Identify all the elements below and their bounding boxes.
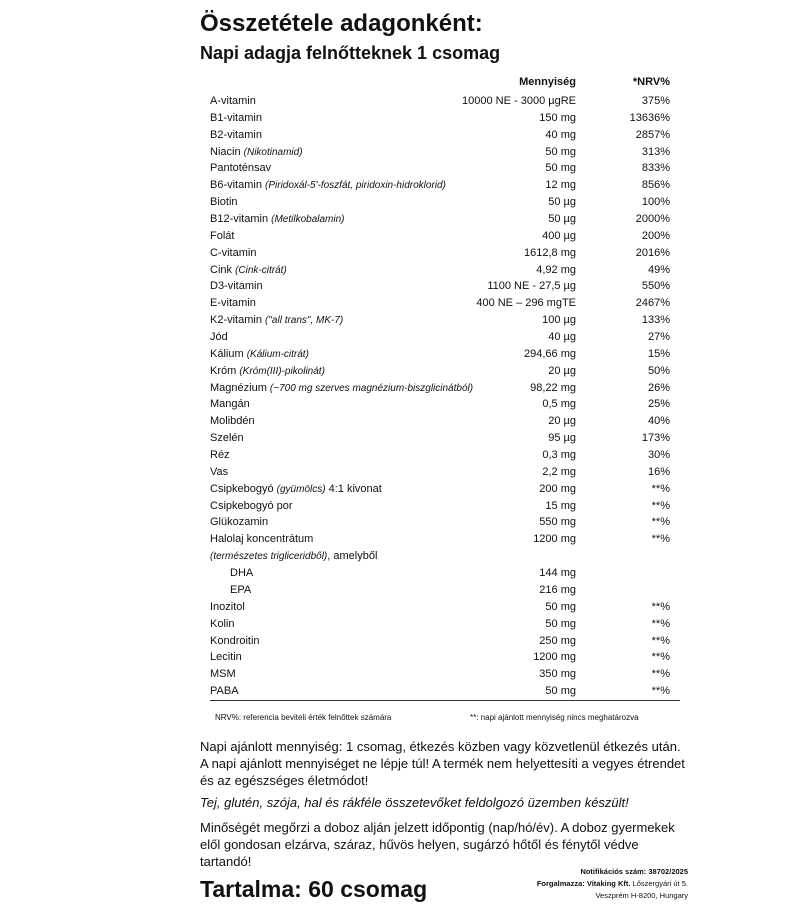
nutrient-name: B6-vitamin [210, 179, 262, 192]
amount-cell: 0,3 mg [542, 449, 576, 462]
amount-cell: 150 mg [539, 111, 576, 124]
nutrient-note: (Cink-citrát) [235, 264, 287, 276]
table-row [210, 430, 680, 447]
nutrition-table [210, 72, 680, 700]
nrv-cell: **% [651, 685, 670, 698]
amount-cell: 50 mg [545, 145, 576, 158]
nutrient-name-cell [210, 144, 303, 162]
nrv-cell: 25% [647, 398, 670, 411]
amount-cell: 98,22 mg [530, 381, 576, 394]
amount-cell: 20 µg [548, 364, 576, 377]
nutrient-name: Réz [210, 449, 230, 462]
nrv-cell: **% [651, 533, 670, 546]
table-row [210, 278, 680, 295]
amount-cell: 200 mg [539, 482, 576, 495]
amount-cell: 294,66 mg [524, 347, 576, 360]
table-row [210, 228, 680, 245]
nutrient-name: Inozitol [210, 600, 245, 613]
nrv-cell: 40% [647, 415, 670, 428]
nutrient-note: (Piridoxál-5'-foszfát, piridoxin-hidroklorid) [265, 180, 446, 192]
table-row [210, 144, 680, 161]
amount-cell: 50 µg [548, 196, 576, 209]
table-row [210, 548, 680, 565]
nutrient-name-cell [210, 211, 345, 229]
nrv-cell: **% [651, 482, 670, 495]
nutrient-name-cell [210, 295, 256, 312]
table-row [210, 565, 680, 582]
nutrient-note: (Metilkobalamin) [271, 214, 345, 226]
nutrient-note: (Króm(III)-pikolinát) [239, 365, 325, 377]
nrv-cell: 173% [641, 432, 670, 445]
nutrient-name: DHA [230, 567, 254, 580]
table-row [210, 498, 680, 515]
nutrient-name: Kálium [210, 347, 244, 360]
nutrient-name: Króm [210, 364, 237, 377]
nutrient-name-cell [210, 346, 309, 364]
nutrient-name-cell [210, 531, 313, 548]
nutrient-name: B12-vitamin [210, 213, 269, 226]
amount-cell: 2,2 mg [542, 465, 576, 478]
amount-cell: 1612,8 mg [524, 246, 576, 259]
table-row [210, 346, 680, 363]
amount-cell: 20 µg [548, 415, 576, 428]
dosage-paragraph: Napi ajánlott mennyiség: 1 csomag, étkezés közben vagy közvetlenül étkezés után. A napi ajánlott mennyiséget ne lépje túl! A termék nem helyettesíti a vegyes étrendet és az egészséges életmódot! [200, 739, 685, 788]
distributor-label: Forgalmazza: Vitaking Kft. [536, 879, 631, 888]
amount-cell: 10000 NE - 3000 µgRE [462, 95, 576, 107]
nutrient-name-cell [210, 582, 251, 599]
nutrient-name: Halolaj koncentrátum [210, 533, 314, 546]
nutrient-name: Kondroitin [210, 634, 260, 647]
nutrient-name-cell [210, 245, 256, 262]
nutrient-note: (természetes trigliceridből) [210, 551, 328, 563]
nrv-cell: 313% [641, 145, 670, 158]
nutrient-name-cell [210, 380, 473, 398]
nutrient-name: Csipkebogyó [210, 482, 274, 495]
nutrient-name-cell [210, 278, 263, 295]
table-row [210, 649, 680, 666]
nutrient-name-cell [210, 396, 250, 413]
amount-cell: 40 µg [548, 331, 576, 344]
nrv-cell: 50% [647, 364, 670, 377]
storage-paragraph: Minőségét megőrzi a doboz alján jelzett időpontig (nap/hó/év). A doboz gyermekek elől gondosan elzárva, száraz, hűvös helyen, sugárzó hőtől és fénytől védve tartandó! [200, 820, 675, 869]
no-nrv-footnote: **: napi ajánlott mennyiség nincs meghatározva [470, 713, 639, 722]
nutrient-name-cell [210, 616, 234, 633]
nutrient-name-cell [210, 127, 262, 144]
nrv-cell: 27% [647, 331, 670, 344]
amount-header: Mennyiség [519, 76, 576, 88]
amount-cell: 50 µg [548, 213, 576, 226]
nrv-cell: 133% [641, 314, 670, 327]
nutrient-name: Kolin [210, 617, 235, 630]
nutrient-name: A-vitamin [210, 95, 256, 107]
nutrient-name: Pantoténsav [210, 162, 272, 175]
nrv-cell: 26% [647, 381, 670, 394]
table-row [210, 312, 680, 329]
allergen-paragraph: Tej, glutén, szója, hal és rákféle összetevőket feldolgozó üzemben készült! [200, 795, 629, 810]
nutrient-name-cell [210, 599, 245, 616]
nutrient-name: B2-vitamin [210, 128, 262, 141]
table-row [210, 262, 680, 279]
notification-number: Notifikációs szám: 38702/2025 [580, 867, 688, 876]
distributor-city: Veszprém H-8200, Hungary [595, 891, 688, 900]
nutrient-name: Biotin [210, 196, 238, 209]
amount-cell: 50 mg [545, 600, 576, 613]
nutrient-name-cell [210, 548, 377, 566]
nutrient-name: PABA [210, 685, 239, 698]
nutrient-name: Glükozamin [210, 516, 269, 529]
table-row [210, 127, 680, 144]
nrv-cell: 856% [641, 179, 670, 192]
nutrient-name: Lecitin [210, 651, 242, 664]
table-row [210, 177, 680, 194]
amount-cell: 50 mg [545, 617, 576, 630]
nutrient-name-cell [210, 363, 325, 381]
nutrient-name: Niacin [210, 145, 241, 158]
amount-cell: 40 mg [545, 128, 576, 141]
nrv-cell: 49% [647, 263, 670, 276]
table-row [210, 616, 680, 633]
nutrient-name-cell [210, 110, 262, 127]
nutrient-name-cell [210, 312, 343, 330]
nutrient-name-cell [210, 633, 260, 650]
nutrient-name: C-vitamin [210, 246, 257, 259]
table-row [210, 464, 680, 481]
nutrient-name-cell [210, 683, 239, 700]
nutrient-name-cell [210, 464, 228, 481]
table-row [210, 514, 680, 531]
nutrient-suffix: , amelyből [327, 550, 378, 563]
nutrient-name-cell [210, 666, 236, 683]
table-row [210, 396, 680, 413]
nrv-cell: 550% [641, 280, 670, 293]
amount-cell: 4,92 mg [536, 263, 576, 276]
table-row [210, 380, 680, 397]
package-content: Tartalma: 60 csomag [200, 876, 428, 902]
nutrient-name-cell [210, 413, 255, 430]
table-row [210, 110, 680, 127]
nutrient-note: (~700 mg szerves magnézium-biszglicinátból) [269, 382, 474, 394]
nutrient-name: E-vitamin [210, 297, 256, 310]
nutrient-name-cell [210, 329, 228, 346]
nrv-footnote: NRV%: referencia beviteli érték felnőttek számára [215, 713, 392, 722]
nrv-header: *NRV% [632, 76, 670, 88]
nutrient-name: Magnézium [210, 381, 267, 394]
table-row [210, 295, 680, 312]
amount-cell: 216 mg [539, 583, 576, 596]
table-row [210, 633, 680, 650]
nutrient-name-cell [210, 481, 382, 499]
amount-cell: 550 mg [539, 516, 576, 529]
nutrient-name: Cink [210, 263, 233, 276]
table-row [210, 194, 680, 211]
nutrient-suffix: 4:1 kivonat [325, 482, 382, 495]
nrv-cell: 2857% [635, 128, 670, 141]
amount-cell: 1200 mg [533, 651, 576, 664]
page-subtitle: Napi adagja felnőtteknek 1 csomag [200, 43, 501, 63]
nrv-cell: 13636% [629, 111, 670, 124]
nutrient-name-cell [210, 194, 238, 211]
nrv-cell: **% [651, 651, 670, 664]
nutrient-name: Vas [210, 465, 229, 478]
nutrient-name: D3-vitamin [210, 280, 263, 293]
amount-cell: 50 mg [545, 685, 576, 698]
amount-cell: 100 µg [542, 314, 576, 327]
amount-cell: 144 mg [539, 567, 576, 580]
nrv-cell: 375% [641, 95, 670, 107]
nrv-cell: **% [651, 499, 670, 512]
nutrient-note: (Nikotinamid) [243, 146, 303, 158]
nutrient-name-cell [210, 262, 287, 280]
amount-cell: 1100 NE - 27,5 µg [487, 280, 576, 293]
nutrient-name: Szelén [210, 432, 244, 445]
nutrient-note: (gyümölcs) [276, 483, 326, 495]
nutrient-name-cell [210, 160, 271, 177]
table-row [210, 531, 680, 548]
table-row [210, 666, 680, 683]
nrv-cell: 2016% [635, 246, 670, 259]
nutrient-name: Mangán [210, 398, 250, 411]
nutrient-name-cell [210, 649, 242, 666]
nrv-cell: **% [651, 668, 670, 681]
nutrient-note: (Kálium-citrát) [246, 348, 309, 360]
table-row [210, 93, 680, 110]
notification-block [537, 866, 688, 902]
nutrient-name: Jód [210, 331, 228, 344]
nrv-cell: 30% [647, 449, 670, 462]
table-row [210, 447, 680, 464]
distributor-address: Lőszergyári út 5. [632, 879, 688, 888]
amount-cell: 350 mg [539, 668, 576, 681]
nutrient-name-cell [210, 93, 256, 110]
table-header [210, 72, 680, 93]
nrv-cell: **% [651, 600, 670, 613]
nutrient-name: Folát [210, 229, 235, 242]
nrv-cell: **% [651, 617, 670, 630]
page-title: Összetétele adagonként: [200, 10, 483, 37]
table-row [210, 245, 680, 262]
table-divider [210, 700, 680, 701]
table-row [210, 413, 680, 430]
nutrient-name: Molibdén [210, 415, 255, 428]
table-row [210, 481, 680, 498]
nutrient-name-cell [210, 565, 253, 582]
table-row [210, 683, 680, 700]
nutrient-name: Csipkebogyó por [210, 499, 293, 512]
nutrient-name: MSM [210, 668, 236, 681]
nrv-cell: 833% [641, 162, 670, 175]
nrv-cell: 100% [641, 196, 670, 209]
amount-cell: 250 mg [539, 634, 576, 647]
nutrient-name: EPA [230, 583, 252, 596]
nrv-cell: 2000% [635, 213, 670, 226]
nrv-cell: **% [651, 634, 670, 647]
nutrient-name-cell [210, 430, 244, 447]
nutrient-name-cell [210, 514, 268, 531]
amount-cell: 95 µg [548, 432, 576, 445]
amount-cell: 12 mg [545, 179, 576, 192]
table-body [210, 93, 680, 700]
nutrient-name: B1-vitamin [210, 111, 262, 124]
amount-cell: 50 mg [545, 162, 576, 175]
table-row [210, 599, 680, 616]
table-row [210, 160, 680, 177]
nrv-cell: 15% [647, 347, 670, 360]
nutrient-name-cell [210, 447, 230, 464]
amount-cell: 15 mg [545, 499, 576, 512]
table-row [210, 363, 680, 380]
nrv-cell: 16% [647, 465, 670, 478]
nutrient-name-cell [210, 228, 234, 245]
distributor-line [537, 878, 688, 890]
nrv-cell: **% [651, 516, 670, 529]
table-row [210, 582, 680, 599]
nutrient-note: ("all trans", MK-7) [265, 315, 344, 327]
nutrient-name: K2-vitamin [210, 314, 262, 327]
amount-cell: 400 µg [542, 229, 576, 242]
nutrient-name-cell [210, 498, 293, 515]
nutrient-name-cell [210, 177, 446, 195]
table-row [210, 211, 680, 228]
nrv-cell: 2467% [635, 297, 670, 310]
table-row [210, 329, 680, 346]
amount-cell: 1200 mg [533, 533, 576, 546]
nrv-cell: 200% [641, 229, 670, 242]
amount-cell: 400 NE – 296 mgTE [476, 297, 576, 310]
amount-cell: 0,5 mg [542, 398, 576, 411]
